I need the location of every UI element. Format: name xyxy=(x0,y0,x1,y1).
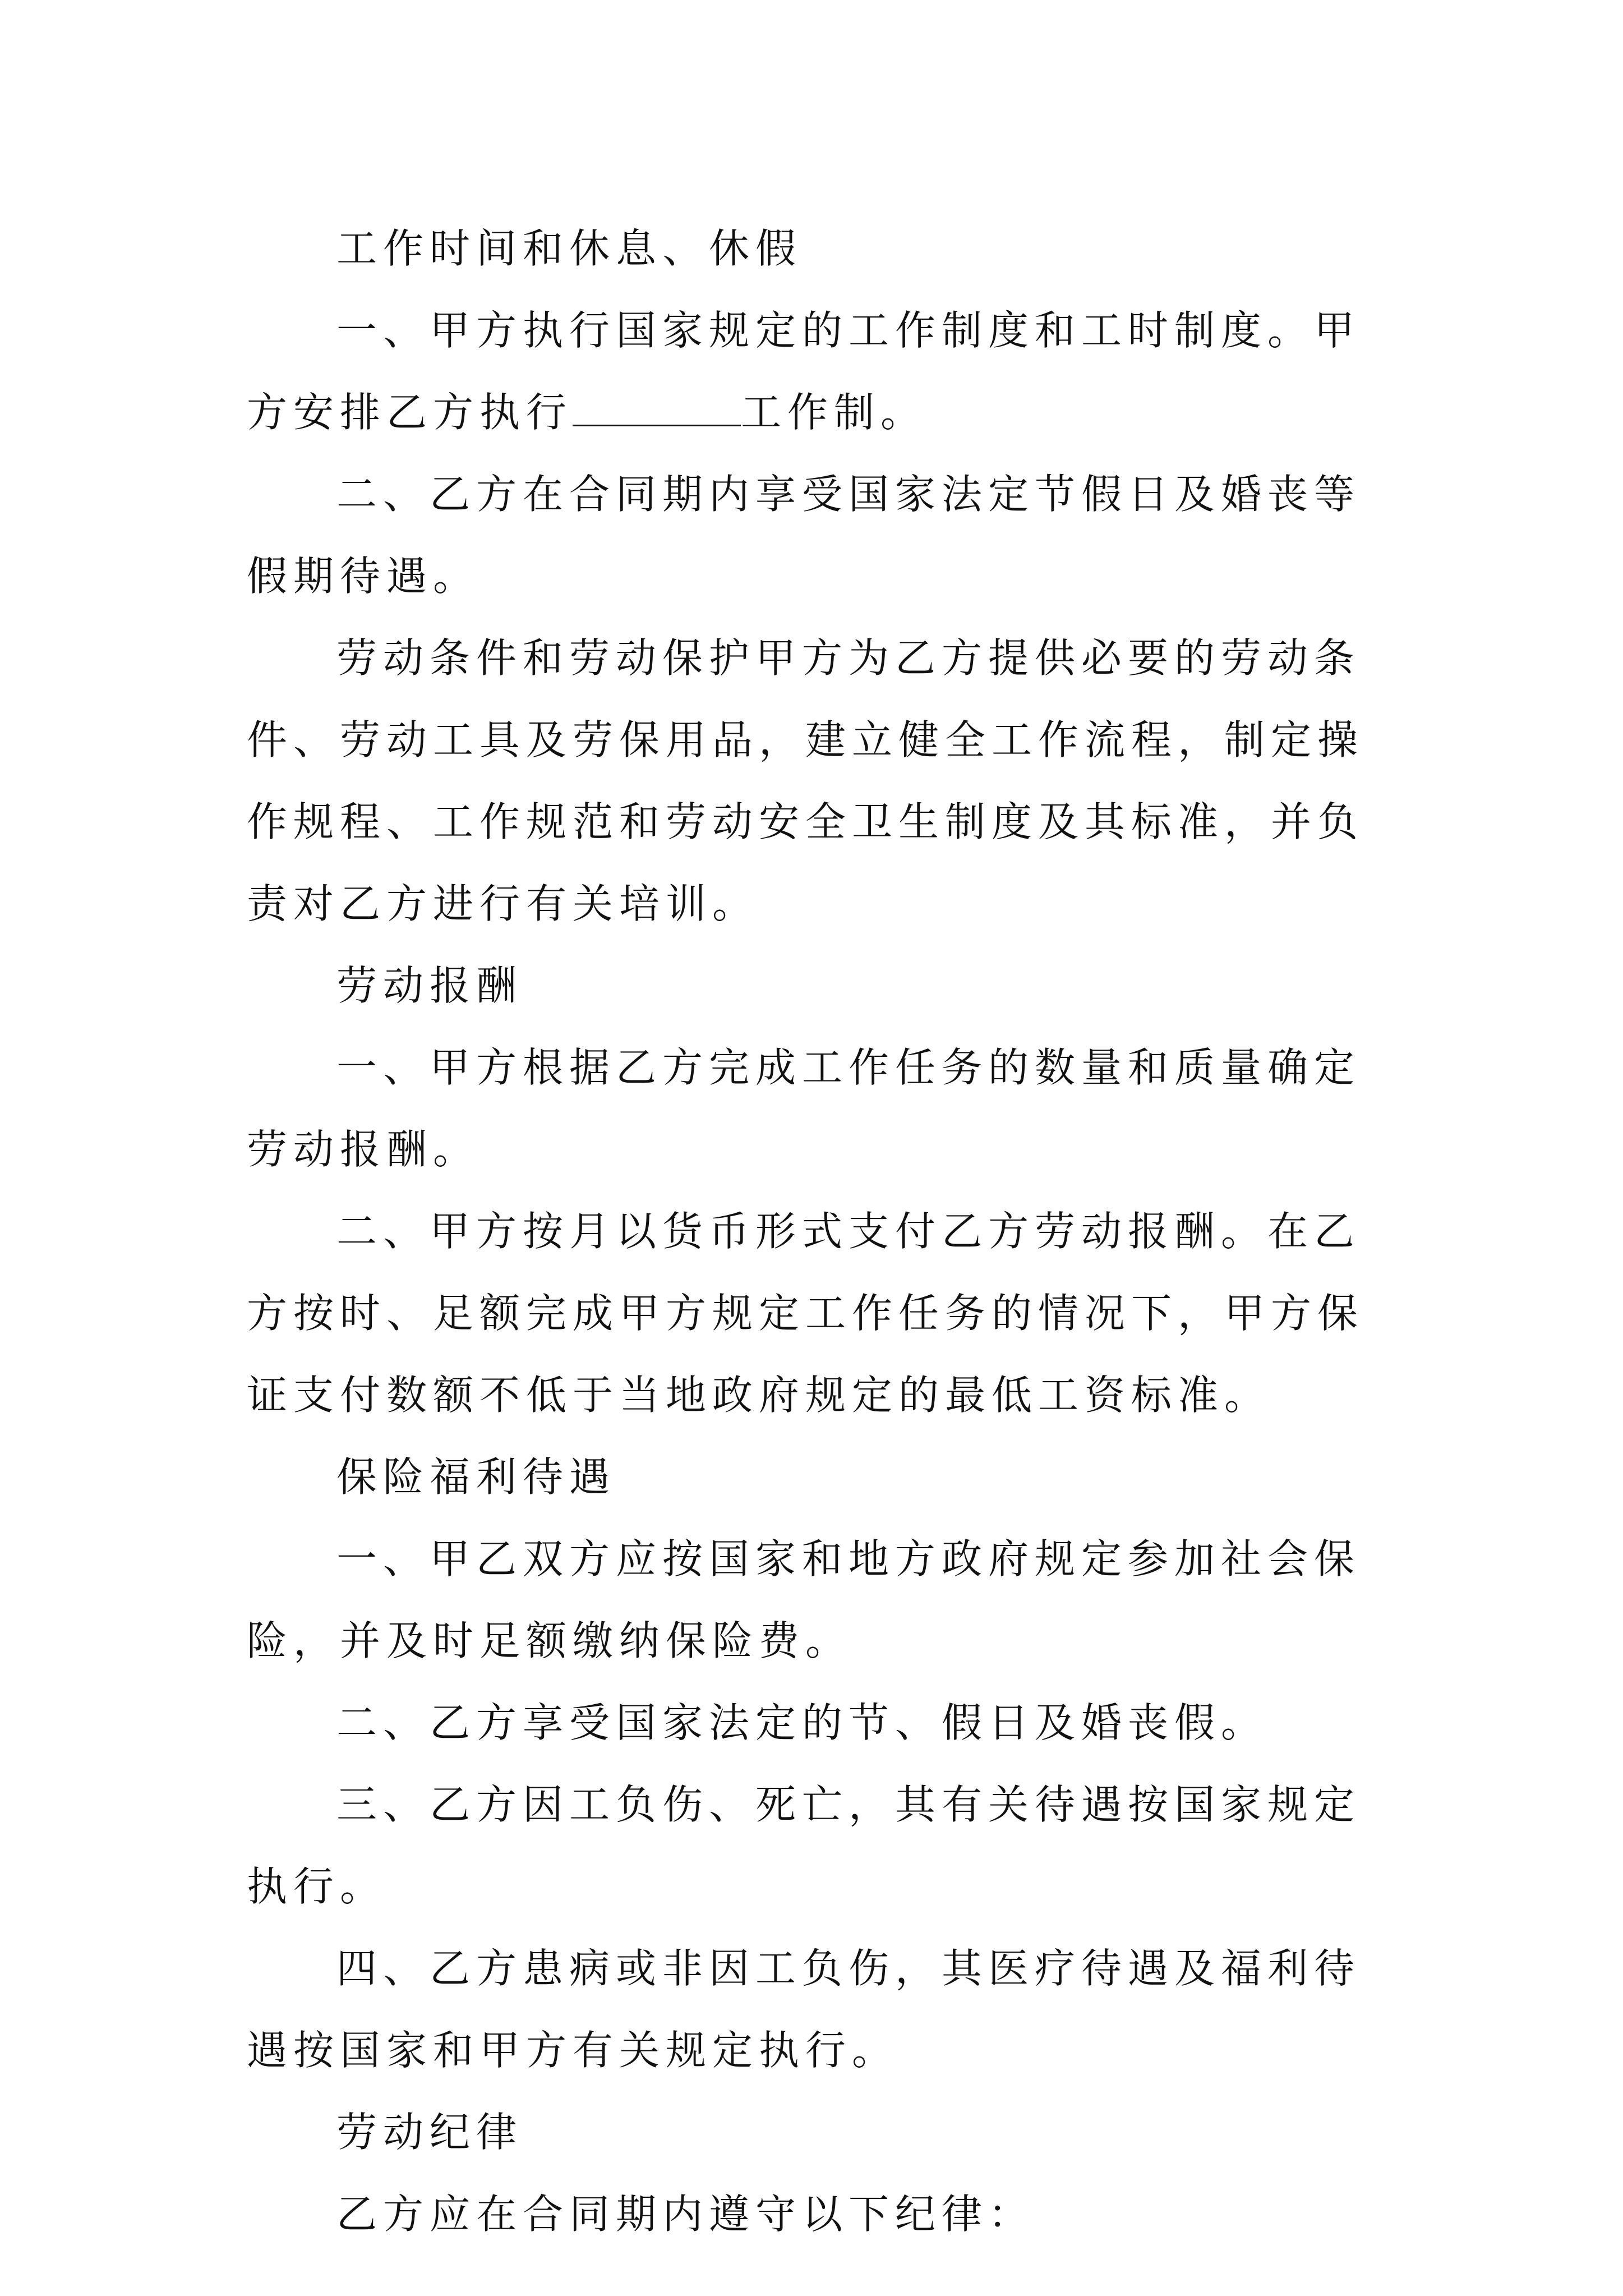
section-heading-remuneration: 劳动报酬 xyxy=(336,962,523,1009)
clause-statutory-leave: 二、乙方享受国家法定的节、假日及婚丧假。 xyxy=(336,1699,1268,1746)
document-body xyxy=(247,208,1396,2255)
clause-work-system-text-after: 工作制。 xyxy=(741,389,928,436)
clause-discipline-intro: 乙方应在合同期内遵守以下纪律： xyxy=(336,2191,1035,2238)
clause-work-system-text-before: 一、甲方执行国家规定的工作制度和工时制度。甲方安排乙方执行 xyxy=(247,307,1361,436)
fill-in-blank-line xyxy=(573,420,741,426)
clause-social-insurance: 一、甲乙双方应按国家和地方政府规定参加社会保险，并及时足额缴纳保险费。 xyxy=(247,1535,1361,1664)
clause-labor-conditions: 劳动条件和劳动保护甲方为乙方提供必要的劳动条件、劳动工具及劳保用品，建立健全工作流程，制定操作规程、工作规范和劳动安全卫生制度及其标准，并负责对乙方进行有关培训。 xyxy=(247,634,1364,927)
clause-monthly-payment: 二、甲方按月以货币形式支付乙方劳动报酬。在乙方按时、足额完成甲方规定工作任务的情况下，甲方保证支付数额不低于当地政府规定的最低工资标准。 xyxy=(247,1208,1364,1419)
section-heading-insurance: 保险福利待遇 xyxy=(336,1453,616,1501)
clause-illness-treatment: 四、乙方患病或非因工负伤，其医疗待遇及福利待遇按国家和甲方有关规定执行。 xyxy=(247,1945,1361,2074)
section-heading-work-hours: 工作时间和休息、休假 xyxy=(336,225,803,272)
clause-holiday-benefits: 二、乙方在合同期内享受国家法定节假日及婚丧等假期待遇。 xyxy=(247,471,1361,600)
clause-remuneration-basis: 一、甲方根据乙方完成工作任务的数量和质量确定劳动报酬。 xyxy=(247,1044,1361,1173)
section-heading-discipline: 劳动纪律 xyxy=(336,2109,523,2156)
clause-work-system xyxy=(247,289,1396,453)
clause-work-injury: 三、乙方因工负伤、死亡，其有关待遇按国家规定执行。 xyxy=(247,1781,1361,1910)
